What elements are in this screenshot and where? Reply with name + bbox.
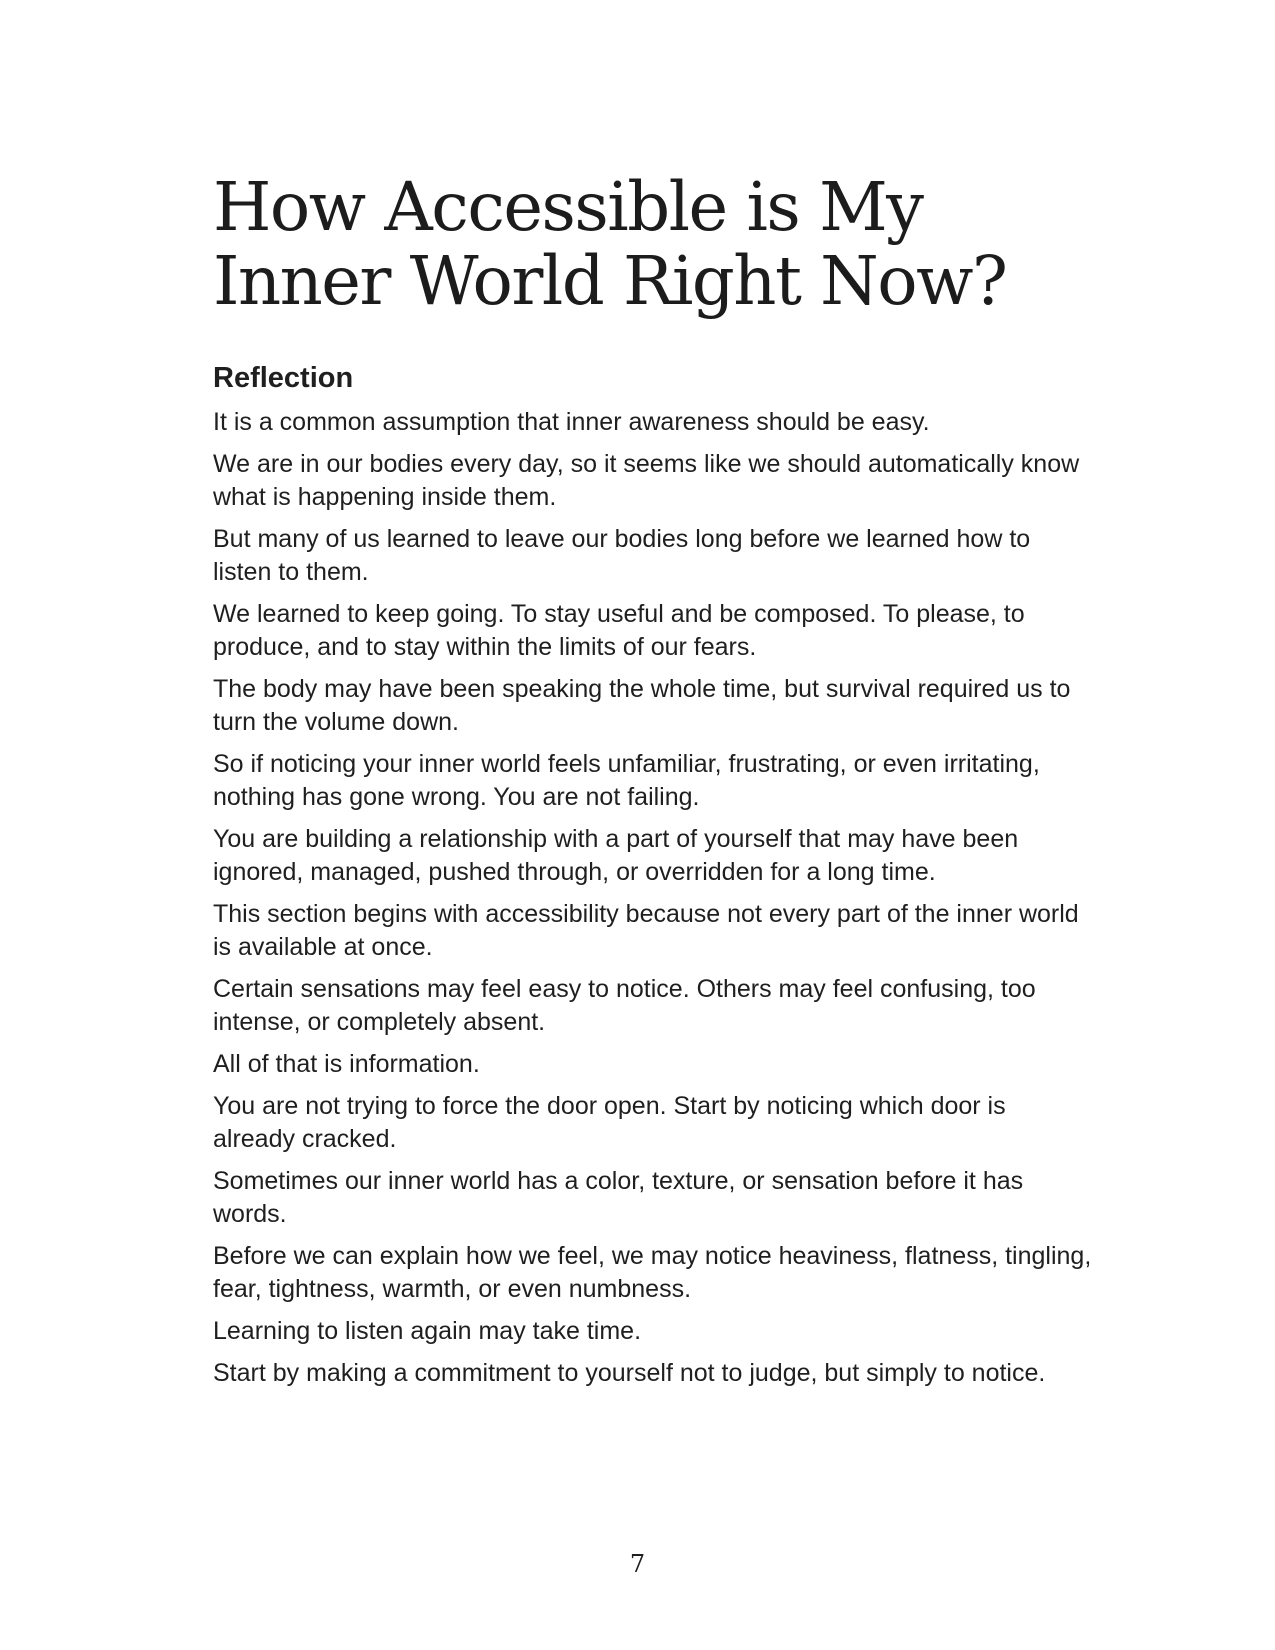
paragraph: You are building a relationship with a part of yourself that may have been ignored, managed, pushed through, or overridden for a long time. (213, 825, 1019, 886)
paragraph: Start by making a commitment to yourself not to judge, but simply to notice. (213, 1359, 1046, 1387)
paragraph: We are in our bodies every day, so it seems like we should automatically know what is happening inside them. (213, 450, 1080, 511)
paragraph: All of that is information. (213, 1050, 480, 1078)
page-title (213, 170, 1033, 318)
section-heading: Reflection (213, 362, 354, 394)
paragraph: Sometimes our inner world has a color, texture, or sensation before it has words. (213, 1167, 1024, 1228)
paragraph: We learned to keep going. To stay useful and be composed. To please, to produce, and to stay within the limits of our fears. (213, 600, 1025, 661)
paragraph: But many of us learned to leave our bodies long before we learned how to listen to them. (213, 525, 1031, 586)
paragraph: So if noticing your inner world feels unfamiliar, frustrating, or even irritating, nothing has gone wrong. You are not failing. (213, 750, 1040, 811)
page-title-line-2: Inner World Right Now? (213, 242, 1007, 320)
page-title-line-1: How Accessible is My (213, 168, 923, 246)
paragraph: Before we can explain how we feel, we may notice heaviness, flatness, tingling, fear, tightness, warmth, or even numbness. (213, 1242, 1092, 1303)
reflection-body (213, 406, 1093, 1390)
paragraph: Learning to listen again may take time. (213, 1317, 642, 1345)
paragraph: Certain sensations may feel easy to notice. Others may feel confusing, too intense, or completely absent. (213, 975, 1036, 1036)
page-number: 7 (629, 1550, 646, 1578)
paragraph: It is a common assumption that inner awareness should be easy. (213, 408, 930, 436)
page-content (213, 170, 1093, 1399)
paragraph: This section begins with accessibility because not every part of the inner world is available at once. (213, 900, 1079, 961)
paragraph: The body may have been speaking the whole time, but survival required us to turn the volume down. (213, 675, 1071, 736)
paragraph: You are not trying to force the door open. Start by noticing which door is already cracked. (213, 1092, 1006, 1153)
